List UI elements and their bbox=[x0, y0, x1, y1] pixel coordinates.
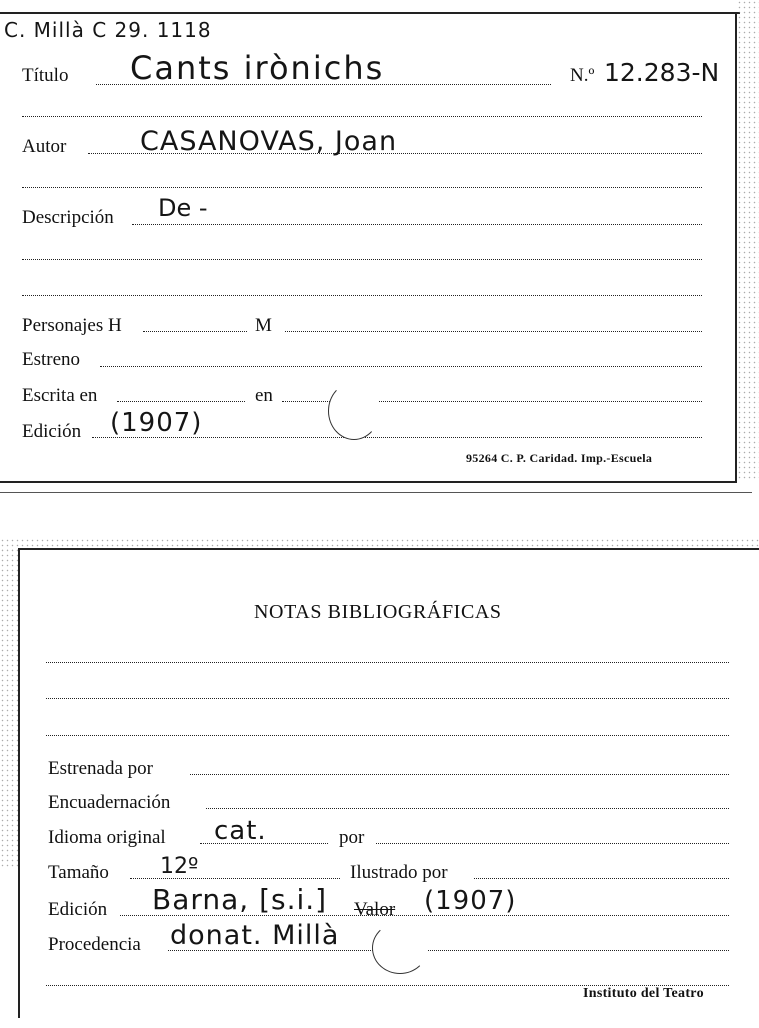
tamano-value: 12º bbox=[160, 854, 199, 879]
edicion-value: (1907) bbox=[110, 408, 203, 438]
titulo-value: Cants irònichs bbox=[130, 49, 385, 87]
descripcion-dotted-line bbox=[132, 224, 702, 225]
descripcion-value: De - bbox=[158, 194, 208, 222]
autor-label: Autor bbox=[22, 136, 67, 157]
idioma-por-label: por bbox=[339, 827, 365, 848]
notas-dotted-line-3 bbox=[46, 735, 729, 736]
idioma-value: cat. bbox=[214, 816, 267, 846]
tamano-label: Tamaño bbox=[48, 862, 109, 883]
descripcion-dotted-line-3 bbox=[22, 295, 702, 296]
escrita-label: Escrita en bbox=[22, 385, 98, 406]
titulo-dotted-line-2 bbox=[22, 116, 702, 117]
notas-dotted-line-1 bbox=[46, 662, 729, 663]
autor-value: CASANOVAS, Joan bbox=[140, 126, 398, 157]
numero-value: 12.283-N bbox=[604, 58, 720, 87]
descripcion-dotted-line-2 bbox=[22, 259, 702, 260]
encuadernacion-dotted-line bbox=[206, 808, 729, 809]
punch-hole-card1 bbox=[328, 382, 380, 440]
procedencia-value: donat. Millà bbox=[170, 920, 340, 951]
personajes-label: Personajes H bbox=[22, 315, 122, 336]
card2-top-border bbox=[18, 548, 759, 550]
titulo-label: Título bbox=[22, 65, 69, 86]
numero-label: N.º bbox=[570, 65, 595, 86]
procedencia-label: Procedencia bbox=[48, 934, 141, 955]
idioma-por-dotted-line bbox=[376, 843, 729, 844]
card2-edicion-label: Edición bbox=[48, 899, 108, 920]
personajes-h-dotted-line bbox=[143, 331, 247, 332]
card1-edge-speckle bbox=[737, 0, 759, 480]
notas-dotted-line-2 bbox=[46, 698, 729, 699]
card2-institute-footer: Instituto del Teatro bbox=[583, 986, 704, 1001]
card1-bottom-border bbox=[0, 481, 737, 483]
estrenada-dotted-line bbox=[190, 774, 729, 775]
card2-edicion-value: Barna, [s.i.] bbox=[152, 883, 328, 916]
autor-dotted-line-2 bbox=[22, 187, 702, 188]
ilustrado-dotted-line bbox=[474, 878, 729, 879]
card2-left-speckle bbox=[0, 548, 18, 868]
escrita-en-label: en bbox=[255, 385, 273, 406]
card1-printer-footer: 95264 C. P. Caridad. Imp.-Escuela bbox=[466, 451, 653, 465]
personajes-m-dotted-line bbox=[285, 331, 702, 332]
valor-label: Valor bbox=[354, 899, 396, 920]
estreno-dotted-line bbox=[100, 366, 702, 367]
valor-value: (1907) bbox=[424, 886, 517, 916]
encuadernacion-label: Encuadernación bbox=[48, 792, 171, 813]
card-separator-line bbox=[0, 492, 752, 493]
card2-left-border bbox=[18, 548, 20, 1018]
estrenada-label: Estrenada por bbox=[48, 758, 153, 779]
card1-top-border bbox=[0, 12, 740, 14]
descripcion-label: Descripción bbox=[22, 207, 114, 228]
escrita-dotted-line bbox=[117, 401, 245, 402]
notas-heading: NOTAS BIBLIOGRÁFICAS bbox=[254, 601, 502, 623]
edicion-label: Edición bbox=[22, 421, 82, 442]
ilustrado-label: Ilustrado por bbox=[350, 862, 448, 883]
punch-hole-card2 bbox=[372, 922, 428, 974]
idioma-label: Idioma original bbox=[48, 827, 166, 848]
estreno-label: Estreno bbox=[22, 349, 81, 370]
top-handwritten-ref: C. Millà C 29. 1118 bbox=[4, 18, 212, 42]
personajes-m-label: M bbox=[255, 315, 272, 336]
